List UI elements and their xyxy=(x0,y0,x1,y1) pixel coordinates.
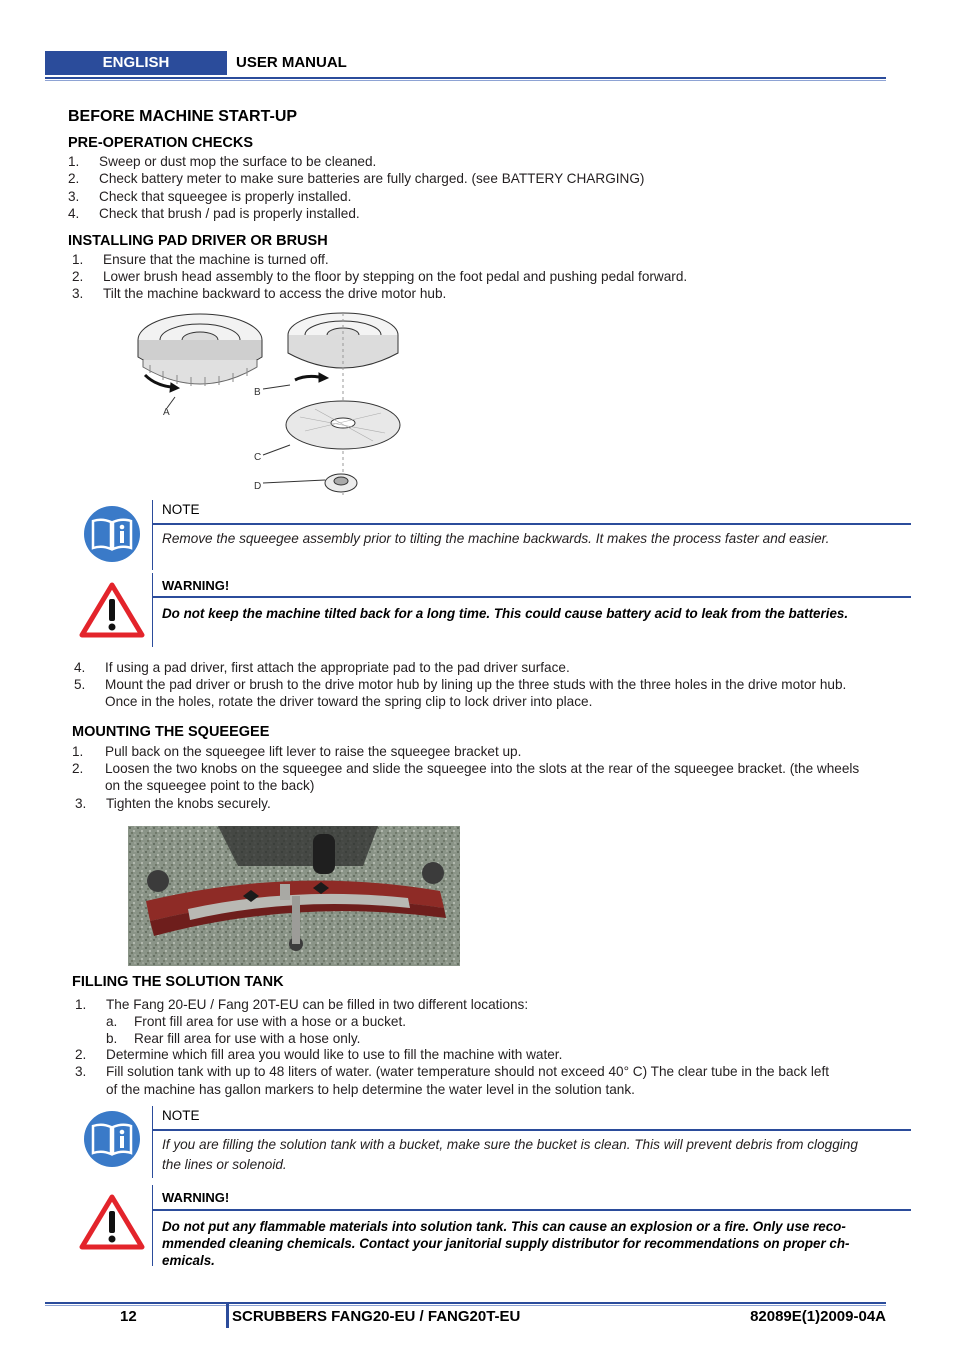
page-title: BEFORE MACHINE START-UP xyxy=(68,108,298,125)
figure-label-b: B xyxy=(254,387,261,398)
list-item: 2. Lower brush head assembly to the floor by stepping on the foot pedal and pushing pedal forward. xyxy=(72,269,688,284)
header-rule xyxy=(45,77,886,79)
list-item-continued: Once in the holes, rotate the driver toward the spring clip to lock driver into place. xyxy=(105,694,593,709)
filling-heading: FILLING THE SOLUTION TANK xyxy=(72,974,284,990)
list-item: a. Front fill area for use with a hose or a bucket. xyxy=(106,1014,407,1029)
list-item: 3. Tighten the knobs securely. xyxy=(75,796,271,811)
note-title: NOTE xyxy=(162,1108,200,1123)
list-item: 1. Ensure that the machine is turned off. xyxy=(72,252,329,267)
note-rule xyxy=(152,523,911,525)
note-rule xyxy=(152,1129,911,1131)
page-number: 12 xyxy=(120,1308,137,1325)
list-item-continued: on the squeegee point to the back) xyxy=(105,778,315,793)
list-item: 4. Check that brush / pad is properly installed. xyxy=(68,206,360,221)
footer-rule-thin xyxy=(45,1305,886,1306)
warning-title: WARNING! xyxy=(162,578,230,593)
note-text: Remove the squeegee assembly prior to tilting the machine backwards. It makes the process faster and easier. xyxy=(162,531,830,546)
figure-label-c: C xyxy=(254,452,262,463)
warning-text-line3: emicals. xyxy=(162,1253,215,1268)
installing-heading: INSTALLING PAD DRIVER OR BRUSH xyxy=(68,233,328,249)
footer-rule xyxy=(45,1302,886,1304)
squeegee-photo xyxy=(128,826,460,966)
note-title: NOTE xyxy=(162,502,200,517)
note-text-line1: If you are filling the solution tank with a bucket, make sure the bucket is clean. This will prevent debris from clogging xyxy=(162,1137,858,1152)
warning-text: Do not keep the machine tilted back for a long time. This could cause battery acid to leak from the batteries. xyxy=(162,606,849,621)
list-item: 2. Loosen the two knobs on the squeegee and slide the squeegee into the slots at the rear of the squeegee bracket. (the wheels xyxy=(72,761,860,776)
header-language: ENGLISH xyxy=(45,51,227,75)
pad-driver-illustration xyxy=(135,305,415,500)
warning-triangle-icon xyxy=(78,1193,146,1251)
warning-border xyxy=(152,1185,153,1266)
list-item: b. Rear fill area for use with a hose only. xyxy=(106,1031,361,1046)
list-item: 1. Sweep or dust mop the surface to be cleaned. xyxy=(68,154,377,169)
list-item: 4. If using a pad driver, first attach the appropriate pad to the pad driver surface. xyxy=(74,660,570,675)
list-item: 2. Check battery meter to make sure batteries are fully charged. (see BATTERY CHARGING) xyxy=(68,171,645,186)
figure-label-a: A xyxy=(163,407,170,418)
note-text-line2: the lines or solenoid. xyxy=(162,1157,287,1172)
list-item: 1. The Fang 20-EU / Fang 20T-EU can be filled in two different locations: xyxy=(75,997,529,1012)
header-section: USER MANUAL xyxy=(236,54,347,71)
squeegee-heading: MOUNTING THE SQUEEGEE xyxy=(72,724,270,740)
warning-rule xyxy=(152,596,911,598)
info-book-icon xyxy=(83,505,141,563)
header-rule-thin xyxy=(45,80,886,81)
warning-text-line2: mmended cleaning chemicals. Contact your janitorial supply distributor for recommendations on proper ch- xyxy=(162,1236,850,1251)
list-item: 1. Pull back on the squeegee lift lever to raise the squeegee bracket up. xyxy=(72,744,522,759)
warning-title: WARNING! xyxy=(162,1190,230,1205)
list-item: 3. Fill solution tank with up to 48 liters of water. (water temperature should not exceed 40° C) The clear tube in the back left xyxy=(75,1064,830,1079)
figure-label-d: D xyxy=(254,481,262,492)
info-book-icon xyxy=(83,1110,141,1168)
warning-rule xyxy=(152,1209,911,1211)
warning-border xyxy=(152,573,153,647)
pre-operation-heading: PRE-OPERATION CHECKS xyxy=(68,135,254,151)
list-item: 3. Check that squeegee is properly installed. xyxy=(68,189,352,204)
footer-separator xyxy=(226,1304,229,1328)
footer-doc-code: 82089E(1)2009-04A xyxy=(750,1308,886,1325)
warning-triangle-icon xyxy=(78,581,146,639)
footer-model: SCRUBBERS FANG20-EU / FANG20T-EU xyxy=(232,1308,521,1325)
list-item: 2. Determine which fill area you would like to use to fill the machine with water. xyxy=(75,1047,563,1062)
list-item-continued: of the machine has gallon markers to help determine the water level in the solution tank. xyxy=(106,1082,635,1097)
list-item: 3. Tilt the machine backward to access the drive motor hub. xyxy=(72,286,447,301)
list-item: 5. Mount the pad driver or brush to the drive motor hub by lining up the three studs with the three holes in the drive motor hub. xyxy=(74,677,847,692)
note-border xyxy=(152,1106,153,1178)
note-border xyxy=(152,500,153,570)
warning-text-line1: Do not put any flammable materials into solution tank. This can cause an explosion or a fire. Only use reco- xyxy=(162,1219,846,1234)
